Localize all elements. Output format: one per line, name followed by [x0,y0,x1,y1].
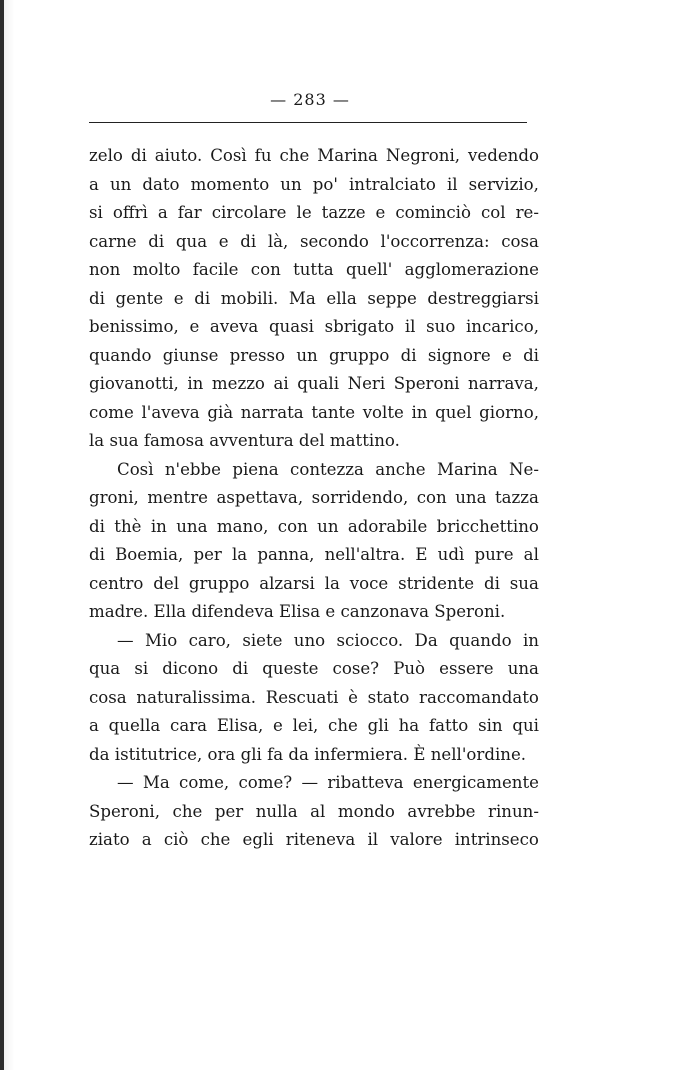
text-line [89,199,539,228]
word: contezza [290,459,364,479]
word: di [240,231,257,251]
word: con [277,516,308,536]
word: a [157,203,168,222]
word: narrata [240,402,304,422]
word: thè [114,516,142,536]
text-line [89,769,539,798]
text-line [89,399,539,428]
word: l'aveva [141,402,200,422]
word: qua [89,659,121,678]
text-line [89,142,539,171]
page-binding-edge [0,0,4,1070]
word: caro, [188,630,231,650]
word: servizio, [468,174,539,194]
text-line: da istitutrice, ora gli fa da infermiera. È nell'ordine. [89,744,527,764]
word: le [296,203,312,222]
word: sorridendo, [311,488,409,507]
word: e [189,317,200,336]
word: la [324,573,340,593]
word: Ma [142,773,170,792]
word: quell' [345,260,393,279]
word: mano, [216,516,269,536]
word: offrì [112,203,148,222]
text-line [89,655,539,684]
word: po' [312,174,338,194]
word: Ne- [509,459,539,479]
word: gli [367,716,389,735]
word: e [375,203,386,222]
text-line: la sua famosa avventura del mattino. [89,431,400,450]
word: nulla [255,801,298,821]
word: lei, [292,716,319,735]
header-rule [89,122,527,123]
word: Da [414,630,438,650]
word: a [89,716,99,735]
word: mobili. [220,288,279,308]
word: di [523,345,539,365]
word: di [148,231,165,251]
word: molto [132,260,181,279]
word: già [207,402,234,422]
word: sin [478,716,503,735]
word: vedendo [468,146,539,165]
word: aspettava, [216,488,304,507]
word: cara [170,716,208,735]
word: al [523,545,539,564]
word: mezzo [211,374,265,393]
word: là, [267,231,289,251]
body-text [89,142,539,855]
word: stato [367,687,410,707]
word: ribatteva [327,773,404,792]
word: di [89,516,105,536]
word: facile [192,260,239,279]
word: in [150,516,167,536]
word: bricchettino [436,516,539,536]
word: giunse [162,345,219,365]
word: Neri [347,374,386,393]
word: energicamente [412,773,539,792]
word: un [296,345,318,365]
text-line [89,798,539,827]
word: una [507,659,539,678]
word: che [200,830,231,849]
word: in [411,402,428,422]
word: per [193,545,222,564]
text-line [89,256,539,285]
word: cosa [89,687,127,707]
word: suo [426,317,456,336]
word: re- [515,203,539,222]
word: si [89,203,103,222]
word: secondo [299,231,369,251]
word: cosa [501,231,539,251]
word: stridente [398,573,475,593]
word: che [279,146,310,165]
word: ha [398,716,420,735]
word: alzarsi [259,573,315,593]
text-line [89,484,539,513]
word: quasi [268,317,314,336]
word: è [348,687,358,707]
text-line [89,171,539,200]
word: quando [89,345,152,365]
text-line [89,370,539,399]
word: e [173,288,184,308]
word: queste [262,659,319,678]
word: udì [437,545,465,564]
page-number: — 283 — [270,90,350,109]
word: al [310,801,326,821]
word: gruppo [328,345,390,365]
word: volte [362,402,404,422]
word: il [367,830,379,849]
word: tazza [495,488,539,507]
word: il [404,317,416,336]
word: e [272,716,283,735]
word: fu [254,146,272,165]
word: piena [232,459,279,479]
word: che [328,716,358,735]
word: Così [210,146,247,165]
word: nell'altra. [324,545,406,564]
word: rinun- [488,801,539,821]
word: Marina [317,146,378,165]
word: gente [115,288,164,308]
word: presso [229,345,286,365]
word: di [130,146,147,165]
word: Così [117,459,154,479]
word: Può [393,659,426,678]
word: un [317,516,339,536]
word: Ma [288,288,316,308]
word: un [280,174,302,194]
word: adorabile [347,516,428,536]
word: seppe [367,288,417,308]
word: riteneva [285,830,356,849]
word: di [232,659,249,678]
word: Mio [144,630,178,650]
word: ai [273,374,289,393]
word: in [522,630,539,650]
word: cose? [332,659,380,678]
word: E [415,545,428,564]
word: avrebbe [407,801,476,821]
word: aiuto. [154,146,203,165]
word: — [117,773,134,792]
word: non [89,260,121,279]
word: tazze [321,203,366,222]
word: quando [449,630,512,650]
word: giorno, [479,402,539,422]
word: agglomerazione [404,260,539,279]
paragraph [89,627,539,770]
word: Speroni [393,374,460,393]
word: e [218,231,229,251]
word: signore [427,345,491,365]
word: far [177,203,202,222]
word: panna, [257,545,315,564]
word: tutta [293,260,334,279]
text-line [89,342,539,371]
word: e [501,345,512,365]
word: quella [108,716,161,735]
word: anche [375,459,426,479]
word: Speroni, [89,801,161,821]
word: carne [89,231,137,251]
word: gruppo [188,573,250,593]
word: intrinseco [454,830,539,849]
word: zelo [89,146,123,165]
word: narrava, [468,374,539,393]
word: qui [512,716,539,735]
word: momento [190,174,270,194]
word: di [483,573,500,593]
word: una [176,516,208,536]
word: Boemia, [115,545,184,564]
word: per [214,801,244,821]
word: siete [242,630,283,650]
word: circolare [211,203,287,222]
word: come [89,402,134,422]
word: dicono [162,659,219,678]
text-line [89,627,539,656]
word: l'occorrenza: [380,231,490,251]
word: fatto [428,716,469,735]
word: groni, [89,488,139,507]
word: qua [175,231,208,251]
word: naturalissima. [136,687,257,707]
word: n'ebbe [164,459,221,479]
word: come? [238,773,293,792]
word: ziato [89,830,130,849]
word: ciò [163,830,189,849]
word: intralciato [348,174,436,194]
word: del [153,573,180,593]
word: di [89,545,105,564]
word: raccomandato [419,687,539,707]
word: aveva [209,317,259,336]
word: incarico, [465,317,539,336]
word: sbrigato [324,317,395,336]
text-line [89,541,539,570]
word: il [446,174,458,194]
word: che [172,801,203,821]
word: a [89,174,99,194]
text-line [89,570,539,599]
word: uno [293,630,326,650]
text-line [89,285,539,314]
word: in [187,374,204,393]
word: sua [509,573,539,593]
word: la [232,545,248,564]
word: Rescuati [265,687,339,707]
text-line [89,513,539,542]
word: di [194,288,211,308]
word: sciocco. [336,630,404,650]
word: di [400,345,417,365]
word: mondo [337,801,395,821]
text-line [89,228,539,257]
text-line [89,313,539,342]
word: Marina [436,459,498,479]
word: giovanotti, [89,374,179,393]
word: destreggiarsi [427,288,539,308]
word: — [117,630,134,650]
word: quel [435,402,472,422]
word: egli [242,830,274,849]
paragraph [89,456,539,627]
text-line [89,456,539,485]
word: cominciò [395,203,471,222]
word: pure [474,545,514,564]
text-line: madre. Ella difendeva Elisa e canzonava Speroni. [89,602,506,621]
word: valore [390,830,443,849]
word: col [480,203,506,222]
text-line [89,826,539,855]
word: dato [142,174,180,194]
word: voce [349,573,389,593]
word: si [134,659,149,678]
text-line [89,684,539,713]
paragraph [89,142,539,456]
word: ella [326,288,357,308]
word: Elisa, [216,716,264,735]
word: a [141,830,152,849]
word: quali [297,374,340,393]
word: come, [179,773,230,792]
paragraph [89,769,539,855]
word: di [89,288,105,308]
text-line [89,712,539,741]
word: centro [89,573,144,593]
word: Negroni, [385,146,461,165]
word: un [109,174,132,194]
word: tante [311,402,356,422]
word: — [301,773,319,792]
word: benissimo, [89,317,179,336]
word: una [455,488,487,507]
word: con [250,260,281,279]
word: mentre [147,488,208,507]
word: con [416,488,447,507]
word: essere [439,659,494,678]
